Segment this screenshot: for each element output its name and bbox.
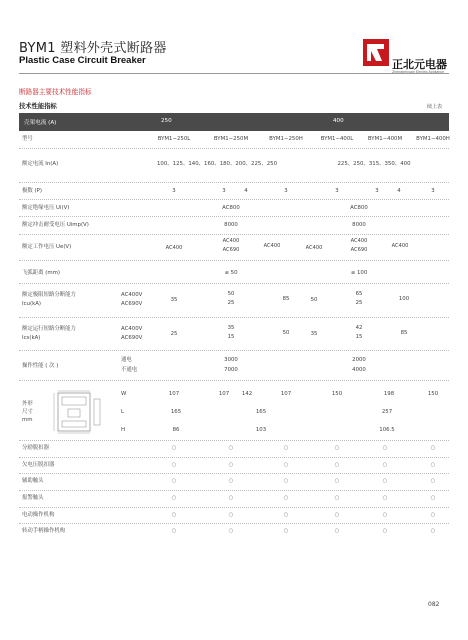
rated-current-250: 100、125、140、160、180、200、225、250 [156,161,278,167]
work-voltage-label: 额定工作电压 Ue(V) [22,244,72,250]
accessory-available-mark: ○ [382,495,388,501]
rated-current-label: 额定电流 In(A) [22,161,59,167]
accessory-available-mark: ○ [382,462,388,468]
work-voltage-cell: AC400 [263,243,281,249]
work-voltage-cell: AC400 [350,238,368,244]
height-cell: 106.5 [379,427,395,433]
row-divider [19,507,449,508]
work-voltage-cell: AC400 [391,243,409,249]
accessory-available-mark: ○ [382,445,388,451]
accessory-available-mark: ○ [171,512,177,518]
accessory-available-mark: ○ [430,528,436,534]
accessory-available-mark: ○ [171,478,177,484]
breaker-outline-diagram [50,389,110,439]
ics-cell: 25 [170,331,178,337]
accessory-available-mark: ○ [228,462,234,468]
accessory-available-mark: ○ [334,512,340,518]
page-title-en: Plastic Case Circuit Breaker [19,55,146,66]
ics-cell: 15 [227,334,235,340]
ics-cell: 35 [310,331,318,337]
accessory-available-mark: ○ [334,495,340,501]
row-divider [19,283,449,284]
rated-current-400: 225、250、315、350、400 [337,161,411,167]
poles-cell: 3 [222,188,226,194]
row-divider [19,260,449,261]
accessory-available-mark: ○ [283,528,289,534]
accessory-available-mark: ○ [228,495,234,501]
dimensions-label: 外形 [22,401,33,407]
poles-label: 极数 (P) [22,188,42,194]
accessory-available-mark: ○ [283,462,289,468]
accessory-available-mark: ○ [334,478,340,484]
accessory-available-mark: ○ [334,445,340,451]
work-voltage-cell: AC400 [305,245,323,251]
model-label: 型号 [22,136,33,142]
continued-note: 续上表 [427,104,443,110]
accessory-available-mark: ○ [382,528,388,534]
length-cell: 257 [381,409,393,415]
row-divider [19,380,449,381]
accessory-available-mark: ○ [430,512,436,518]
insulation-voltage-label: 额定绝缘电压 Ui(V) [22,205,70,211]
length-cell: 165 [170,409,182,415]
width-cell: 142 [241,391,253,397]
icu-cell: 100 [398,296,410,302]
icu-cell: 25 [355,300,363,306]
width-cell: 198 [383,391,395,397]
brand-subtitle: Zhengbeiyuan Electric Appliance [392,70,445,74]
accessory-available-mark: ○ [171,462,177,468]
accessory-available-mark: ○ [382,478,388,484]
poles-cell: 3 [172,188,176,194]
model-cell: BYM1−400M [367,136,403,142]
poles-cell: 4 [397,188,401,194]
ics-voltage-400: AC400V [121,326,143,332]
arc-distance-250: ≤ 50 [224,270,238,276]
ics-label: 额定运行短路分断能力 [22,326,76,332]
operations-energized: 通电 [121,357,132,363]
width-cell: 107 [168,391,180,397]
model-cell: BYM1−250L [157,136,191,142]
ics-cell: 15 [355,334,363,340]
accessory-available-mark: ○ [228,478,234,484]
accessory-available-mark: ○ [334,462,340,468]
accessory-available-mark: ○ [283,445,289,451]
insulation-250: AC800 [222,205,240,211]
accessory-available-mark: ○ [171,528,177,534]
model-cell: BYM1−250H [269,136,303,142]
operations-de-energized: 不通电 [121,367,138,373]
work-voltage-cell: AC690 [222,247,240,253]
section-title: 断路器主要技术性能指标 [19,88,92,96]
accessory-available-mark: ○ [228,512,234,518]
operations-250-energized: 3000 [224,357,238,363]
header-divider [19,73,449,74]
poles-cell: 3 [335,188,339,194]
accessory-rotary-handle: 转动手柄操作机构 [22,528,66,534]
brand-logo-icon [363,39,389,66]
height-cell: 86 [172,427,180,433]
ics-voltage-690: AC690V [121,335,143,341]
operations-250-de-energized: 7000 [224,367,238,373]
insulation-400: AC800 [350,205,368,211]
model-cell: BYM1−400H [416,136,450,142]
row-divider [19,523,449,524]
row-divider [19,199,449,200]
row-divider [19,148,449,149]
tech-subtitle: 技术性能指标 [19,103,57,110]
row-divider [19,490,449,491]
accessory-alarm-contact: 报警触头 [22,495,44,501]
ics-cell: 42 [355,325,363,331]
row-divider [19,440,449,441]
width-cell: 150 [427,391,439,397]
accessory-available-mark: ○ [334,528,340,534]
accessory-available-mark: ○ [382,512,388,518]
dimension-h-label: H [121,427,126,433]
icu-cell: 35 [170,297,178,303]
icu-cell: 65 [355,291,363,297]
width-cell: 150 [331,391,343,397]
frame-current-label: 壳架电流 (A) [24,120,57,126]
work-voltage-cell: AC400 [222,238,240,244]
frame-400-header: 400 [333,118,344,124]
accessory-available-mark: ○ [228,445,234,451]
row-divider [19,473,449,474]
accessory-available-mark: ○ [430,495,436,501]
brand-name: 正北元电器 [392,58,447,71]
accessory-available-mark: ○ [171,495,177,501]
impulse-voltage-label: 额定冲击耐受电压 Uimp(V) [22,222,89,228]
ics-unit-label: Ics(kA) [22,335,41,341]
ics-cell: 85 [400,330,408,336]
icu-cell: 50 [227,291,235,297]
accessory-available-mark: ○ [283,478,289,484]
page-title-cn: BYM1 塑料外壳式断路器 [19,41,167,56]
dimension-l-label: L [121,409,125,415]
work-voltage-cell: AC690 [350,247,368,253]
accessory-available-mark: ○ [430,445,436,451]
poles-cell: 3 [431,188,435,194]
accessory-available-mark: ○ [283,512,289,518]
icu-label: 额定极限短路分断能力 [22,292,76,298]
row-divider [19,182,449,183]
poles-cell: 3 [284,188,288,194]
icu-voltage-690: AC690V [121,301,143,307]
row-divider [19,216,449,217]
dimensions-unit: mm [22,417,33,423]
spec-table [19,113,449,536]
dimension-w-label: W [121,391,127,397]
row-divider [19,234,449,235]
accessory-available-mark: ○ [228,528,234,534]
accessory-available-mark: ○ [171,445,177,451]
icu-voltage-400: AC400V [121,292,143,298]
impulse-250: 8000 [224,222,238,228]
dimensions-label: 尺寸 [22,409,33,415]
accessory-available-mark: ○ [283,495,289,501]
operations-400-de-energized: 4000 [352,367,366,373]
frame-250-header: 250 [161,118,172,124]
model-cell: BYM1−250M [213,136,249,142]
accessory-aux-contact: 辅助触头 [22,478,44,484]
impulse-400: 8000 [352,222,366,228]
height-cell: 103 [255,427,267,433]
icu-unit-label: Icu(kA) [22,301,41,307]
accessory-shunt-release: 分励脱扣器 [22,445,49,451]
operations-label: 操作性能 ( 次 ) [22,363,59,369]
icu-cell: 25 [227,300,235,306]
accessory-available-mark: ○ [430,478,436,484]
accessory-undervoltage-release: 欠电压脱扣器 [22,462,55,468]
ics-cell: 35 [227,325,235,331]
operations-400-energized: 2000 [352,357,366,363]
model-cell: BYM1−400L [320,136,354,142]
icu-cell: 85 [282,296,290,302]
width-cell: 107 [280,391,292,397]
table-header-row [19,113,449,131]
page-number: 082 [428,601,440,608]
work-voltage-cell: AC400 [165,245,183,251]
icu-cell: 50 [310,297,318,303]
accessory-available-mark: ○ [430,462,436,468]
width-cell: 107 [218,391,230,397]
row-divider [19,457,449,458]
accessory-motor-operator: 电动操作机构 [22,512,55,518]
arc-distance-label: 飞弧距离 (mm) [22,270,60,276]
ics-cell: 50 [282,330,290,336]
poles-cell: 3 [375,188,379,194]
row-divider [19,317,449,318]
length-cell: 165 [255,409,267,415]
row-divider [19,350,449,351]
poles-cell: 4 [244,188,248,194]
arc-distance-400: ≤ 100 [350,270,368,276]
